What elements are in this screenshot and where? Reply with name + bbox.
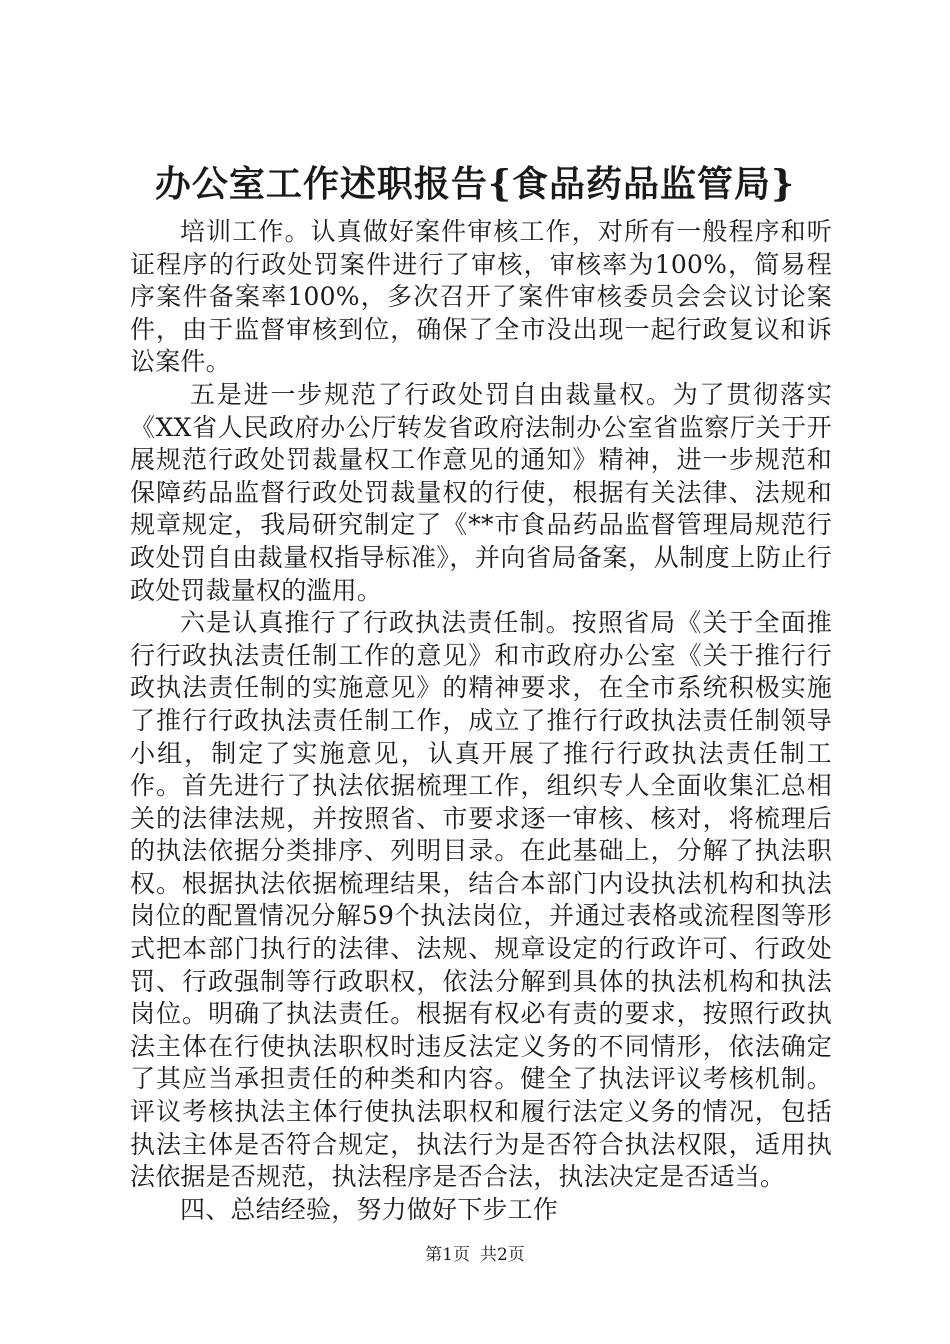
- paragraph-responsibility-system: 六是认真推行了行政执法责任制。按照省局《关于全面推行行政执法责任制工作的意见》和市政府办公室《关于推行行政执法责任制的实施意见》的精神要求，在全市系统积极实施了推行行政执法责任制工作，成立了推行行政执法责任制领导小组，制定了实施意见，认真开展了推行行政执法责任制工作。首先进行了执法依据梳理工作，组织专人全面收集汇总相关的法律法规，并按照省、市要求逐一审核、核对，将梳理后的执法依据分类排序、列明目录。在此基础上，分解了执法职权。根据执法依据梳理结果，结合本部门内设执法机构和执法岗位的配置情况分解59个执法岗位，并通过表格或流程图等形式把本部门执行的法律、法规、规章设定的行政许可、行政处罚、行政强制等行政职权，依法分解到具体的执法机构和执法岗位。明确了执法责任。根据有权必有责的要求，按照行政执法主体在行使执法职权时违反法定义务的不同情形，依法确定了其应当承担责任的种类和内容。健全了执法评议考核机制。评议考核执法主体行使执法职权和履行法定义务的情况，包括执法主体是否符合规定，执法行为是否符合执法权限，适用执法依据是否规范，执法程序是否合法，执法决定是否适当。: [130, 608, 832, 1192]
- page-number-total: 共2页: [480, 1245, 525, 1265]
- document-body: [130, 216, 832, 1226]
- paragraph-section-heading: 四、总结经验，努力做好下步工作: [180, 1194, 559, 1224]
- paragraph-discretion: 五是进一步规范了行政处罚自由裁量权。为了贯彻落实《XX省人民政府办公厅转发省政府法制办公室省监察厅关于开展规范行政处罚裁量权工作意见的通知》精神，进一步规范和保障药品监督行政处罚裁量权的行使，根据有关法律、法规和规章规定，我局研究制定了《**市食品药品监督管理局规范行政处罚自由裁量权指导标准》，并向省局备案，从制度上防止行政处罚裁量权的滥用。: [130, 379, 832, 605]
- page-footer: [0, 1243, 950, 1267]
- document-title: 办公室工作述职报告{食品药品监管局}: [154, 163, 796, 205]
- page-number-current: 第1页: [425, 1245, 470, 1265]
- paragraph-training-review: 培训工作。认真做好案件审核工作，对所有一般程序和听证程序的行政处罚案件进行了审核，审核率为100%，简易程序案件备案率100%，多次召开了案件审核委员会会议讨论案件，由于监督审核到位，确保了全市没出现一起行政复议和诉讼案件。: [130, 217, 832, 377]
